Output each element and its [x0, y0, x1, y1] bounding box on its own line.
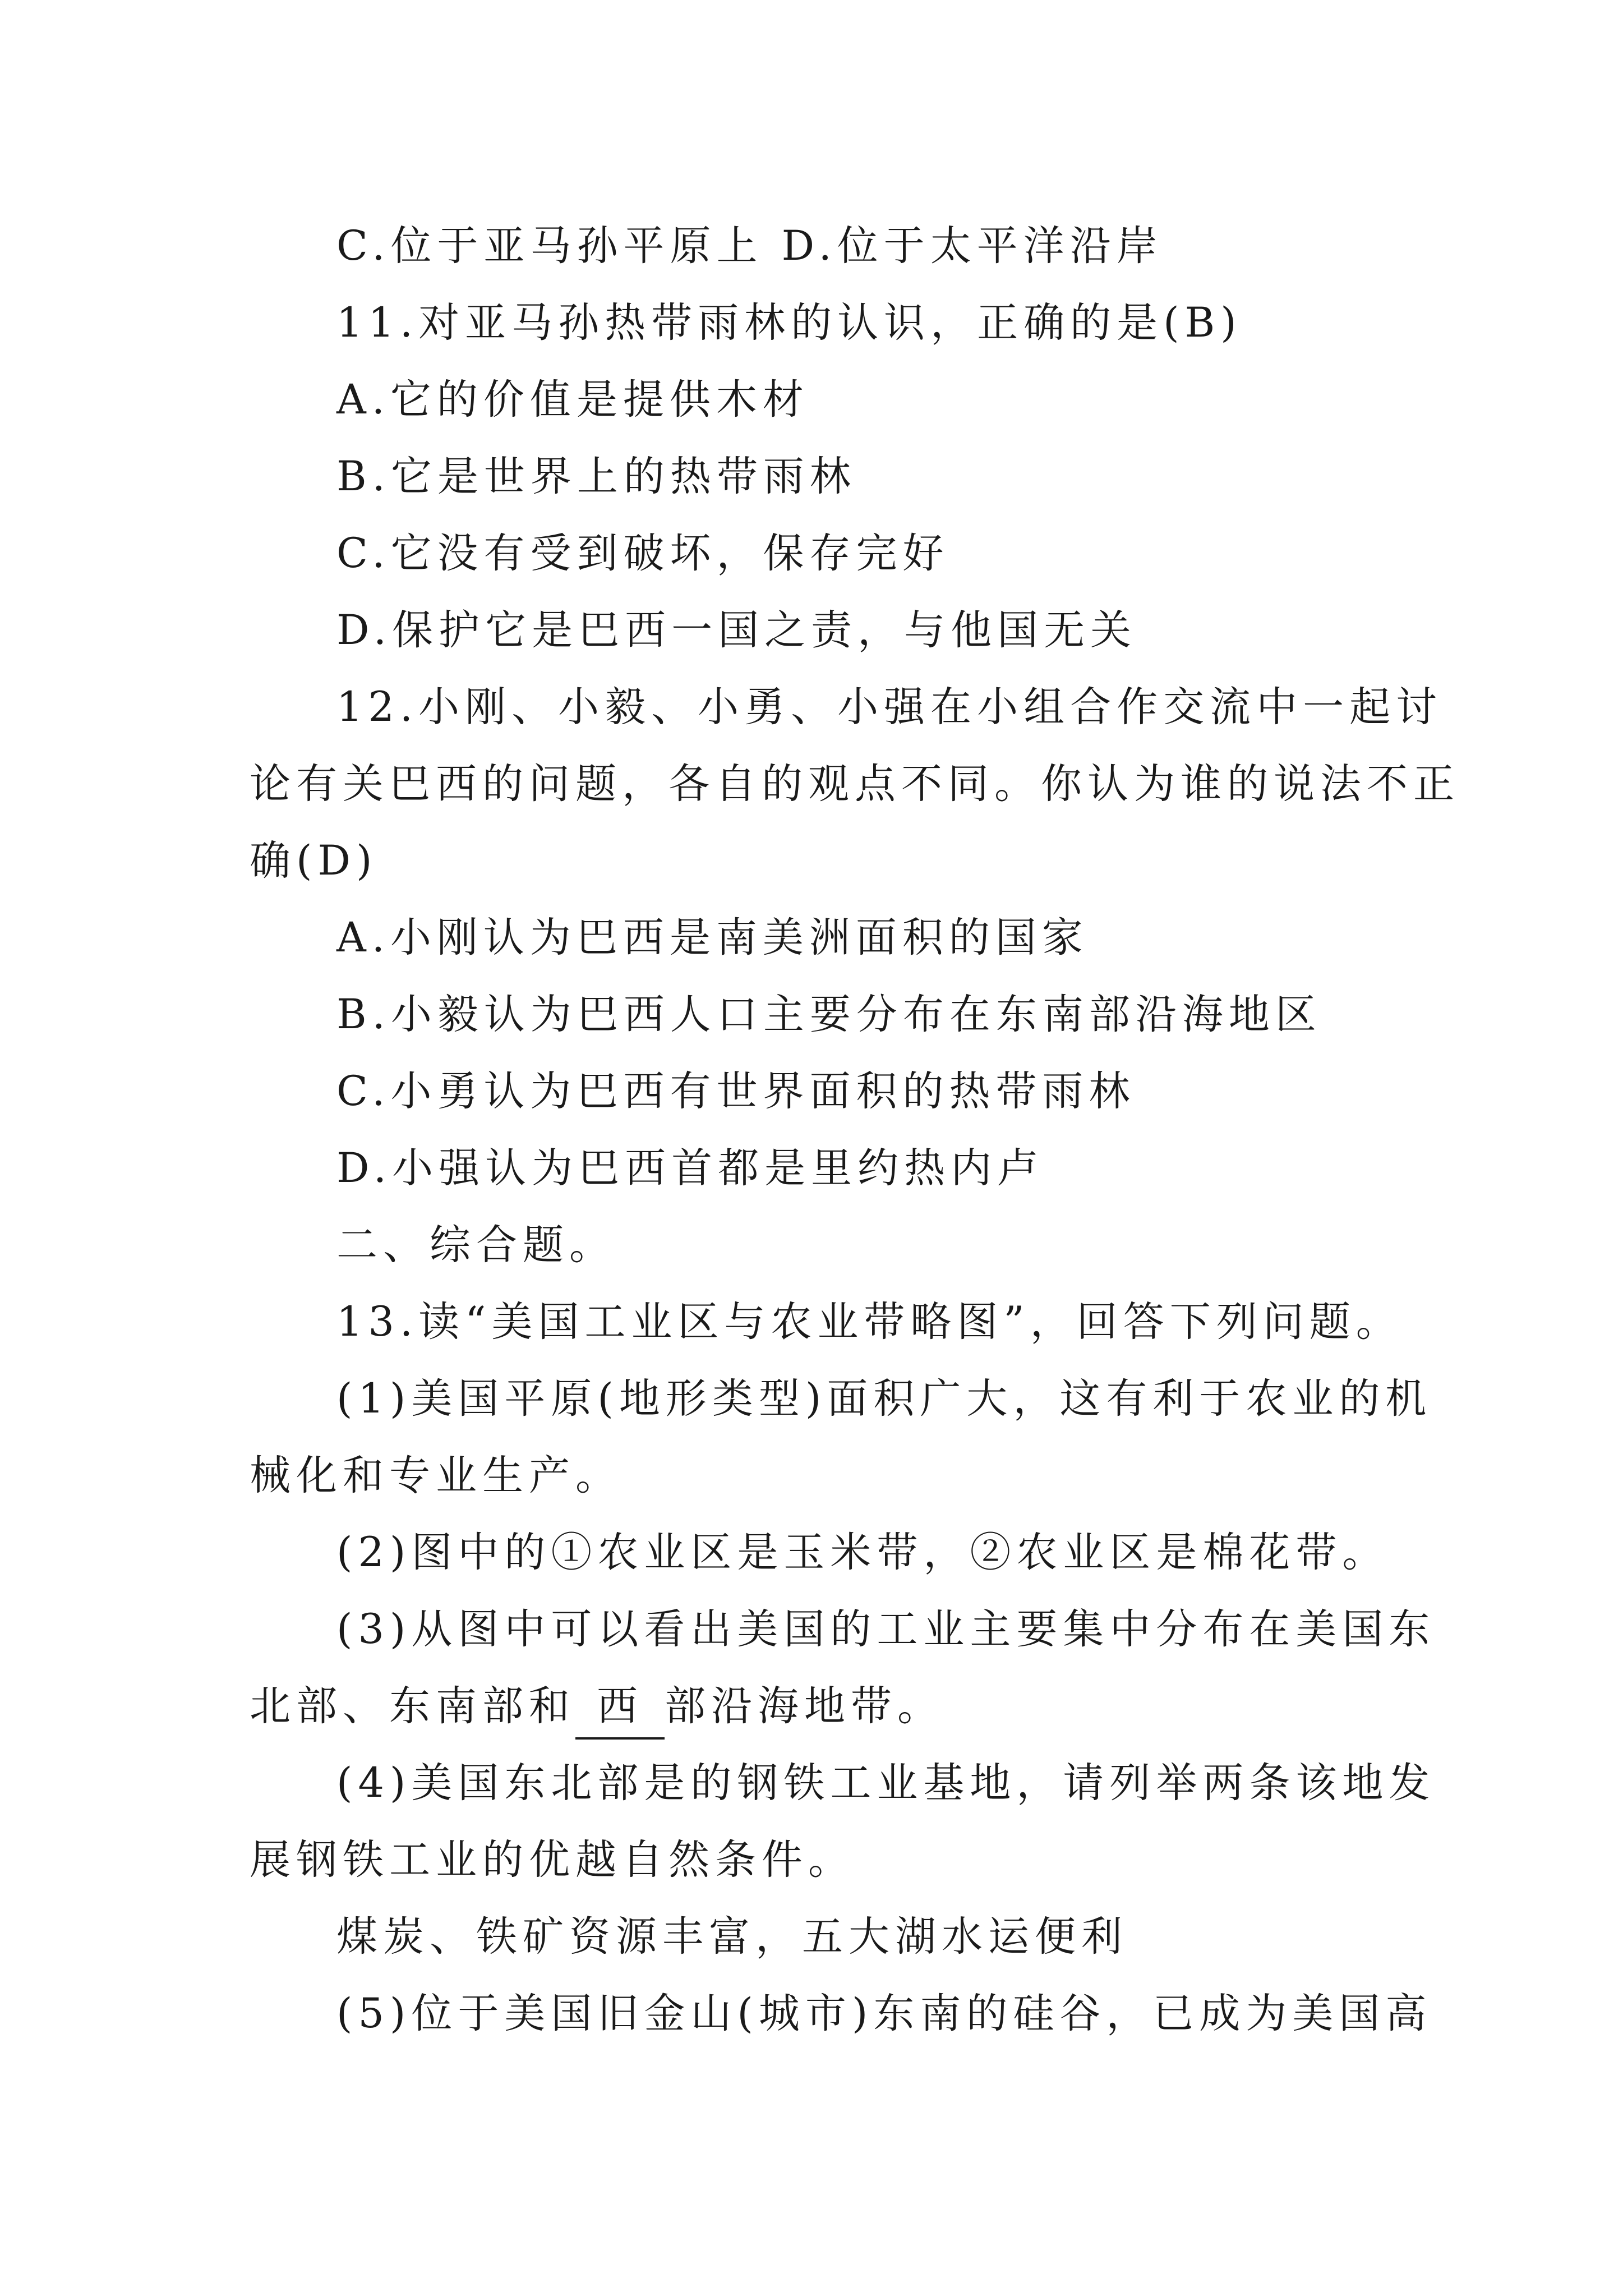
question-13-part-1-line-1: (1)美国平原(地形类型)面积广大，这有利于农业的机	[336, 1375, 1432, 1423]
option-12c: C.小勇认为巴西有世界面积的热带雨林	[336, 1068, 1136, 1115]
question-13-part-2: (2)图中的①农业区是玉米带，②农业区是棉花带。	[336, 1529, 1389, 1576]
question-13-part-1-line-2: 械化和专业生产。	[250, 1452, 622, 1499]
option-12d: D.小强认为巴西首都是里约热内卢	[336, 1144, 1044, 1192]
question-12-line-2: 论有关巴西的问题，各自的观点不同。你认为谁的说法不正	[250, 760, 1460, 808]
option-12b: B.小毅认为巴西人口主要分布在东南部沿海地区	[336, 991, 1322, 1038]
option-12a: A.小刚认为巴西是南美洲面积的国家	[336, 914, 1089, 961]
question-13-part-4-answer: 煤炭、铁矿资源丰富，五大湖水运便利	[336, 1913, 1128, 1961]
question-13-part-3-line-2	[250, 1668, 1384, 1745]
option-11a: A.它的价值是提供木材	[336, 376, 809, 424]
blank-prefix: 北部、东南部和	[250, 1682, 575, 1730]
question-12-line-3: 确(D)	[250, 837, 378, 885]
option-10c-10d: C.位于亚马孙平原上 D.位于太平洋沿岸	[336, 222, 1163, 270]
answer-blank: 西	[575, 1676, 665, 1740]
section-heading: 二、综合题。	[336, 1221, 616, 1269]
option-11d: D.保护它是巴西一国之责，与他国无关	[336, 606, 1137, 654]
question-12-line-1: 12.小刚、小毅、小勇、小强在小组合作交流中一起讨	[336, 683, 1443, 731]
question-13: 13.读“美国工业区与农业带略图”，回答下列问题。	[336, 1298, 1403, 1346]
question-11: 11.对亚马孙热带雨林的认识，正确的是(B)	[336, 299, 1242, 347]
blank-suffix: 部沿海地带。	[665, 1682, 944, 1730]
option-11b: B.它是世界上的热带雨林	[336, 453, 856, 500]
question-13-part-3-line-1: (3)从图中可以看出美国的工业主要集中分布在美国东	[336, 1605, 1436, 1653]
option-11c: C.它没有受到破坏，保存完好	[336, 530, 949, 577]
question-13-part-4-line-2: 展钢铁工业的优越自然条件。	[250, 1836, 855, 1884]
question-13-part-5: (5)位于美国旧金山(城市)东南的硅谷，已成为美国高	[336, 1990, 1432, 2037]
question-13-part-4-line-1: (4)美国东北部是的钢铁工业基地，请列举两条该地发	[336, 1759, 1436, 1807]
document-body	[250, 208, 1460, 2052]
